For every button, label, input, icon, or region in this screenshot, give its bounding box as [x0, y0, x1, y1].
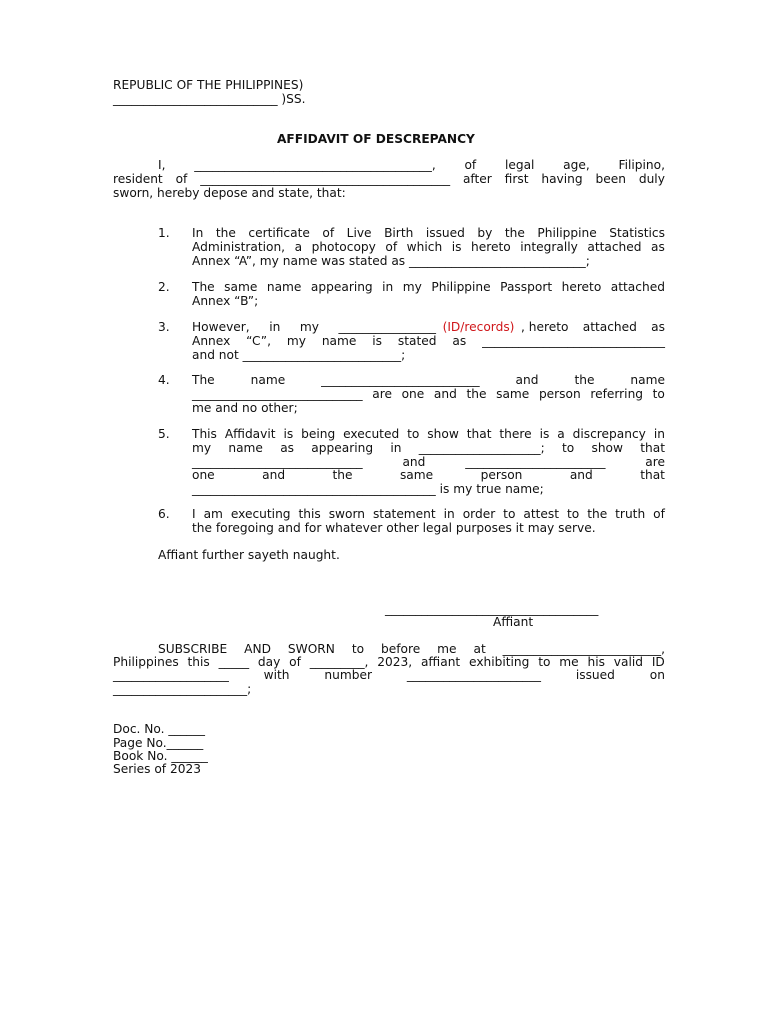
item-1-line-1 — [192, 226, 665, 240]
word: my — [286, 334, 306, 348]
book-number: Book No. ______ — [113, 749, 208, 763]
word: are — [372, 387, 392, 401]
word: that — [640, 468, 665, 482]
word: executed — [343, 427, 400, 441]
word: in — [390, 441, 402, 455]
item-3-line-3: and not __________________________; — [192, 348, 406, 362]
word: one — [192, 468, 215, 482]
word: _______________________ — [465, 455, 606, 469]
word: to — [351, 642, 365, 656]
word: is — [283, 427, 294, 441]
word: executing — [230, 507, 291, 521]
item-4-line-1 — [192, 373, 665, 387]
word: legal — [504, 158, 535, 172]
word: Statistics — [609, 226, 665, 240]
word: me — [437, 642, 457, 656]
word: in — [653, 427, 665, 441]
word: __________________________ — [321, 373, 480, 387]
word: discrepancy — [572, 427, 646, 441]
word: Philippines — [113, 655, 179, 669]
word: of — [653, 507, 665, 521]
word: __________________________, — [502, 642, 665, 656]
word: this — [298, 507, 321, 521]
affiant-signature-line: ___________________________________ — [385, 602, 599, 616]
word: this — [187, 655, 210, 669]
word: Passport — [500, 280, 553, 294]
item-3-line-1 — [192, 320, 665, 334]
word: sworn — [328, 507, 365, 521]
word: Live — [346, 226, 372, 240]
word: of — [464, 158, 477, 172]
word: show — [591, 441, 623, 455]
doc-number: Doc. No. ______ — [113, 722, 205, 736]
item-5-line-3 — [192, 455, 665, 469]
word: been — [595, 172, 626, 186]
word: there — [499, 427, 532, 441]
header-venue: ___________________________ )SS. — [113, 92, 306, 106]
item-3-id-records-note: (ID/records) — [442, 320, 515, 334]
word: by — [477, 226, 493, 240]
item-5-line-2 — [192, 441, 665, 455]
word: ____________________________ — [192, 387, 363, 401]
item-2-number: 2. — [158, 280, 170, 294]
word: which — [406, 240, 443, 254]
word: and — [569, 468, 593, 482]
word: first — [504, 172, 529, 186]
word: and — [433, 387, 457, 401]
word: ______________________ — [406, 668, 541, 682]
word: in — [382, 280, 394, 294]
word: is — [539, 427, 550, 441]
word: ___________________ — [113, 668, 229, 682]
word: as — [280, 441, 295, 455]
word: valid — [613, 655, 643, 669]
word: is — [451, 240, 462, 254]
word: , hereto — [521, 320, 569, 334]
word: that — [466, 427, 492, 441]
word: order — [462, 507, 496, 521]
word: name — [228, 441, 263, 455]
word: person — [480, 468, 523, 482]
word: I, — [158, 158, 166, 172]
jurat-line-4: ______________________; — [113, 682, 252, 696]
jurat-line-2 — [113, 655, 665, 669]
word: ____________________; — [418, 441, 545, 455]
word: is — [372, 334, 383, 348]
word: a — [294, 240, 303, 254]
item-2-line-2: Annex “B”; — [192, 294, 259, 308]
word: certificate — [248, 226, 310, 240]
word: ID — [651, 655, 665, 669]
item-3-phrase-b — [521, 320, 665, 334]
word: the — [466, 387, 487, 401]
item-6-number: 6. — [158, 507, 170, 521]
item-3-phrase-a — [192, 320, 436, 334]
item-4-line-2 — [192, 387, 665, 401]
word: exhibiting — [469, 655, 530, 669]
word: at — [473, 642, 486, 656]
word: his — [587, 655, 605, 669]
word: age, — [563, 158, 590, 172]
word: ____________________________ — [192, 455, 363, 469]
word: person — [538, 387, 581, 401]
word: same — [496, 387, 530, 401]
word: as — [452, 334, 467, 348]
intro-line-2 — [113, 172, 665, 186]
word: Philippine — [431, 280, 491, 294]
word: ______________________________ — [482, 334, 665, 348]
word: my — [192, 441, 212, 455]
word: attached — [587, 240, 642, 254]
word: being — [301, 427, 336, 441]
word: _____ — [218, 655, 250, 669]
item-1-line-3: Annex “A”, my name was stated as _____________________________; — [192, 254, 590, 268]
word: attached — [610, 280, 665, 294]
word: The — [192, 373, 215, 387]
word: hereto — [471, 240, 511, 254]
word: Birth — [384, 226, 414, 240]
item-5-number: 5. — [158, 427, 170, 441]
word: and — [402, 455, 426, 469]
word: resident — [113, 172, 163, 186]
item-4-number: 4. — [158, 373, 170, 387]
word: statement — [372, 507, 436, 521]
word: one — [401, 387, 425, 401]
word: that — [640, 441, 665, 455]
word: 2023, — [377, 655, 413, 669]
word: truth — [615, 507, 646, 521]
word: same — [399, 468, 434, 482]
word: duly — [638, 172, 665, 186]
word: my — [402, 280, 422, 294]
word: “C”, — [246, 334, 271, 348]
word: a — [557, 427, 565, 441]
word: photocopy — [311, 240, 376, 254]
word: before — [381, 642, 421, 656]
word: _______________________________________, — [194, 158, 436, 172]
affiant-label: Affiant — [493, 615, 534, 629]
word: _________________________________________ — [200, 172, 451, 186]
item-5-line-5: ________________________________________ is my true name; — [192, 482, 544, 496]
item-1-number: 1. — [158, 226, 170, 240]
word: are — [645, 455, 665, 469]
word: stated — [397, 334, 437, 348]
word: name — [321, 334, 357, 348]
word: of — [322, 226, 335, 240]
item-5-line-4 — [192, 468, 665, 482]
item-3-line-2 — [192, 334, 665, 348]
word: the — [332, 468, 353, 482]
word: of — [385, 240, 398, 254]
word: This — [192, 427, 217, 441]
word: having — [541, 172, 583, 186]
jurat-line-3 — [113, 668, 665, 682]
word: on — [649, 668, 665, 682]
word: to — [652, 387, 665, 401]
word: to — [561, 441, 575, 455]
word: my — [299, 320, 319, 334]
page-number: Page No.______ — [113, 736, 204, 750]
item-3-number: 3. — [158, 320, 170, 334]
word: in — [443, 507, 455, 521]
word: number — [324, 668, 372, 682]
word: However, — [192, 320, 250, 334]
word: in — [269, 320, 281, 334]
word: SWORN — [287, 642, 335, 656]
word: attest — [523, 507, 560, 521]
closing-statement: Affiant further sayeth naught. — [158, 548, 340, 562]
item-4-line-3: me and no other; — [192, 401, 298, 415]
jurat-line-1 — [158, 642, 665, 656]
word: Administration, — [192, 240, 286, 254]
word: to — [566, 507, 580, 521]
word: I — [192, 507, 196, 521]
word: to — [407, 427, 420, 441]
word: day — [257, 655, 281, 669]
word: the — [504, 226, 525, 240]
word: as — [651, 240, 665, 254]
word: Philippine — [537, 226, 597, 240]
word: In — [192, 226, 204, 240]
item-2-line-1 — [192, 280, 665, 294]
item-6-line-1 — [192, 507, 665, 521]
word: integrally — [520, 240, 578, 254]
word: to — [503, 507, 516, 521]
intro-line-1 — [158, 158, 665, 172]
word: me — [559, 655, 579, 669]
word: Annex — [192, 334, 231, 348]
word: referring — [590, 387, 644, 401]
word: appearing — [311, 441, 374, 455]
word: after — [462, 172, 492, 186]
item-6-line-2: the foregoing and for whatever other legal purposes it may serve. — [192, 521, 596, 535]
document-title: AFFIDAVIT OF DESCREPANCY — [277, 132, 475, 146]
word: the — [215, 226, 236, 240]
word: attached — [582, 320, 637, 334]
word: show — [427, 427, 459, 441]
word: _________, — [309, 655, 369, 669]
word: and — [262, 468, 286, 482]
word: and — [515, 373, 539, 387]
word: SUBSCRIBE — [158, 642, 228, 656]
word: issued — [575, 668, 615, 682]
word: name — [630, 373, 665, 387]
item-1-line-2 — [192, 240, 665, 254]
word: Filipino, — [618, 158, 665, 172]
word: appearing — [310, 280, 373, 294]
word: as — [651, 320, 665, 334]
word: The — [192, 280, 215, 294]
word: name — [250, 373, 286, 387]
word: to — [538, 655, 551, 669]
word: affiant — [420, 655, 461, 669]
word: Affidavit — [224, 427, 276, 441]
word: the — [574, 373, 595, 387]
word: ________________ — [338, 320, 436, 334]
word: AND — [244, 642, 271, 656]
word: am — [203, 507, 223, 521]
word: the — [587, 507, 608, 521]
word: hereto — [561, 280, 602, 294]
word: same — [224, 280, 258, 294]
word: with — [263, 668, 290, 682]
header-republic: REPUBLIC OF THE PHILIPPINES) — [113, 78, 304, 92]
item-5-line-1 — [192, 427, 665, 441]
series-year: Series of 2023 — [113, 762, 201, 776]
word: name — [266, 280, 302, 294]
word: of — [289, 655, 301, 669]
word: of — [175, 172, 188, 186]
intro-line-3: sworn, hereby depose and state, that: — [113, 186, 346, 200]
word: issued — [425, 226, 465, 240]
